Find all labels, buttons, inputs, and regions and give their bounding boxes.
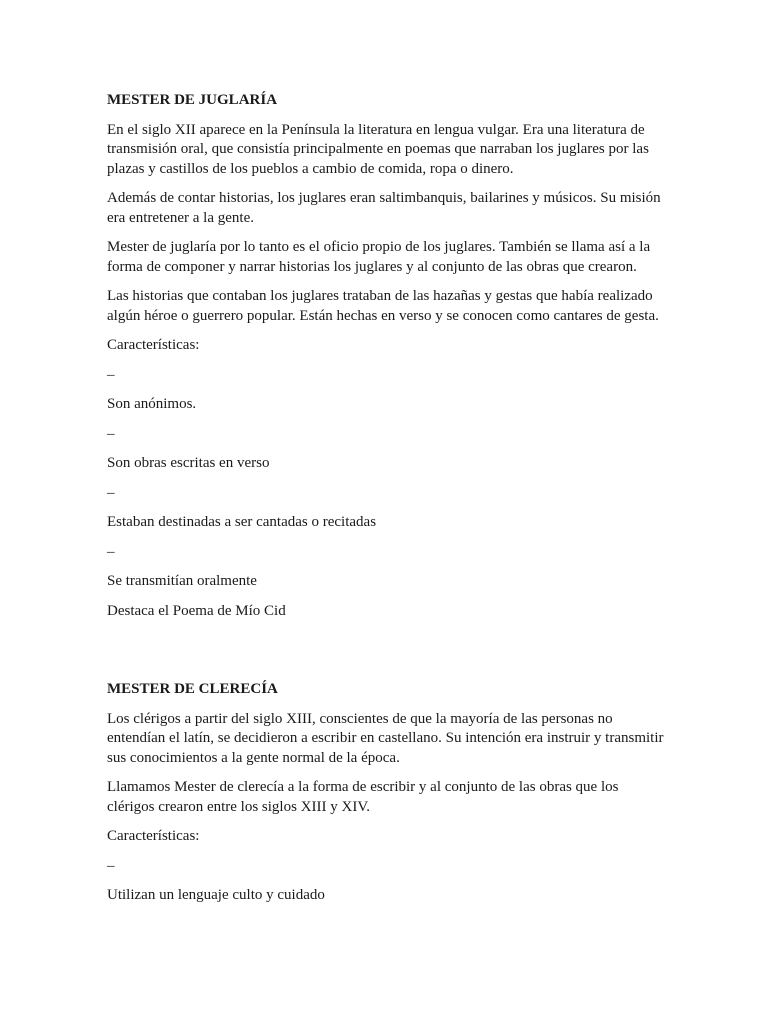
section-title-clerecia: MESTER DE CLERECÍA <box>107 681 278 697</box>
list-dash: – <box>107 366 115 383</box>
section-clerecia <box>107 680 667 916</box>
characteristics-label: Características: <box>107 337 200 353</box>
list-item: Se transmitían oralmente <box>107 573 257 589</box>
list-item: Son anónimos. <box>107 396 197 412</box>
paragraph: Mester de juglaría por lo tanto es el oficio propio de los juglares. También se llama así a la forma de componer y narrar historias los juglares y al conjunto de las obras que crearon. <box>107 239 651 275</box>
list-dash: – <box>107 425 115 442</box>
list-item: Estaban destinadas a ser cantadas o recitadas <box>107 514 377 530</box>
list-dash: – <box>107 543 115 560</box>
section-title-juglaria: MESTER DE JUGLARÍA <box>107 92 278 108</box>
paragraph: En el siglo XII aparece en la Península la literatura en lengua vulgar. Era una literatura de transmisión oral, que consistía principalmente en poemas que narraban los juglares por las plazas y castillos de los pueblos a cambio de comida, ropa o dinero. <box>107 121 649 177</box>
highlight-text: Destaca el Poema de Mío Cid <box>107 602 286 619</box>
paragraph: Además de contar historias, los juglares eran saltimbanquis, bailarines y músicos. Su misión era entretener a la gente. <box>107 190 661 226</box>
characteristics-label: Características: <box>107 828 200 844</box>
list-dash: – <box>107 484 115 501</box>
section-juglaria <box>107 91 667 631</box>
paragraph: Las historias que contaban los juglares trataban de las hazañas y gestas que había realizado algún héroe o guerrero popular. Están hechas en verso y se conocen como cantares de gesta. <box>107 288 659 324</box>
list-dash: – <box>107 857 115 874</box>
paragraph: Los clérigos a partir del siglo XIII, conscientes de que la mayoría de las personas no entendían el latín, se decidieron a escribir en castellano. Su intención era instruir y transmitir sus conocimientos a la gente normal de la época. <box>107 710 664 766</box>
paragraph: Llamamos Mester de clerecía a la forma de escribir y al conjunto de las obras que los clérigos crearon entre los siglos XIII y XIV. <box>107 779 619 815</box>
list-item: Utilizan un lenguaje culto y cuidado <box>107 887 325 903</box>
list-item: Son obras escritas en verso <box>107 455 270 471</box>
